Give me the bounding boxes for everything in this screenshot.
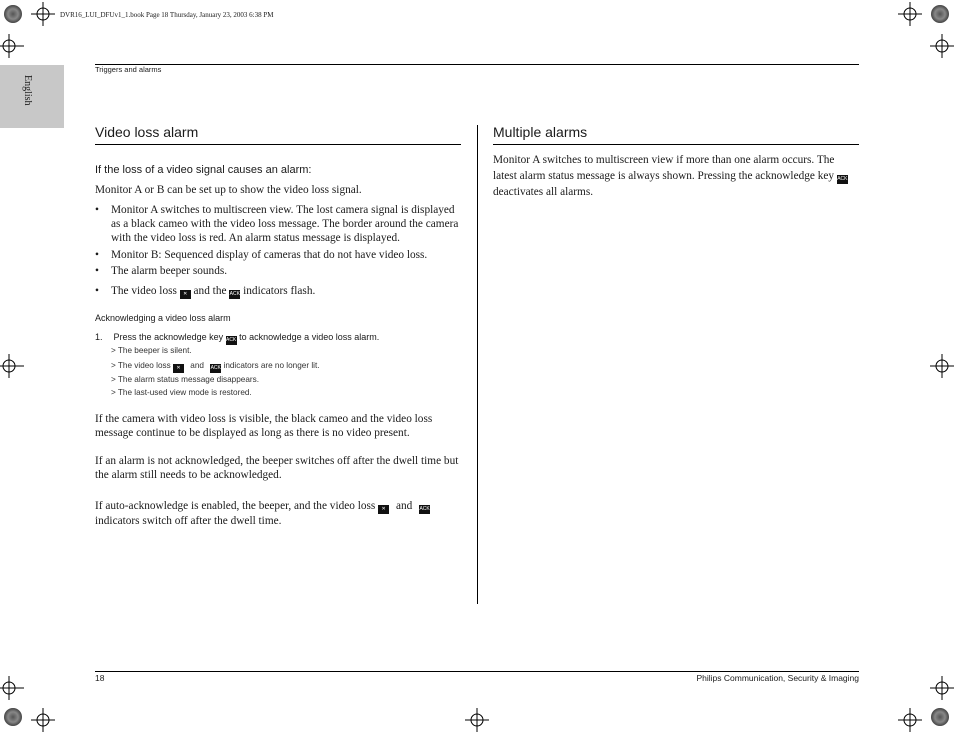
paragraph-text: and xyxy=(395,500,413,512)
footer-rule xyxy=(95,671,859,672)
registration-mark-icon xyxy=(0,34,24,58)
procedure-step xyxy=(95,332,379,345)
registration-mark-icon xyxy=(930,34,954,58)
section-heading-video-loss: Video loss alarm xyxy=(95,124,199,140)
color-rosette-icon xyxy=(931,5,949,23)
intro-text: Monitor A or B can be set up to show the video loss signal. xyxy=(95,184,362,196)
list-item xyxy=(95,203,463,245)
registration-mark-icon xyxy=(898,708,922,732)
bullet-text: indicators flash. xyxy=(243,285,316,297)
ack-key-icon: ACK xyxy=(229,291,240,297)
step-result: > The alarm status message disappears. xyxy=(111,375,259,384)
section-heading-multiple-alarms: Multiple alarms xyxy=(493,124,588,140)
registration-mark-icon xyxy=(465,708,489,732)
list-item xyxy=(95,284,463,299)
color-rosette-icon xyxy=(931,708,949,726)
step-result xyxy=(111,361,320,373)
paragraph-text: Monitor A switches to multiscreen view if more than one alarm occurs. The latest alarm status message is always shown. Pressing the acknowledge key xyxy=(493,154,835,182)
registration-mark-icon xyxy=(0,354,24,378)
language-tab xyxy=(0,65,64,128)
bullet-text: The alarm beeper sounds. xyxy=(111,265,228,277)
ack-key-icon: ACK xyxy=(837,176,848,182)
paragraph-text: deactivates all alarms. xyxy=(493,186,594,198)
step-result: > The beeper is silent. xyxy=(111,346,192,355)
registration-mark-icon xyxy=(31,2,55,26)
video-loss-indicator-icon: ✕ xyxy=(173,364,184,373)
registration-mark-icon xyxy=(898,2,922,26)
list-item xyxy=(95,264,463,278)
step-result: > The last-used view mode is restored. xyxy=(111,388,252,397)
page-number: 18 xyxy=(95,673,105,683)
procedure-heading: Acknowledging a video loss alarm xyxy=(95,313,231,323)
registration-mark-icon xyxy=(930,354,954,378)
ack-key-icon: ACK xyxy=(210,365,221,371)
bullet-icon: • xyxy=(95,249,99,261)
registration-mark-icon xyxy=(31,708,55,732)
book-header: DVR16_LUI_DFUv1_1.book Page 18 Thursday, January 23, 2003 6:38 PM xyxy=(60,11,274,19)
bullet-text: and the xyxy=(193,285,227,297)
color-rosette-icon xyxy=(4,708,22,726)
step-text: to acknowledge a video loss alarm. xyxy=(239,332,380,342)
paragraph-text: If auto-acknowledge is enabled, the beeper, and the video loss xyxy=(95,500,376,512)
paragraph: If the camera with video loss is visible, the black cameo and the video loss message continue to be displayed as long as there is no video present. xyxy=(95,413,433,440)
registration-mark-icon xyxy=(930,676,954,700)
header-rule xyxy=(95,64,859,65)
bullet-icon: • xyxy=(95,204,99,216)
bullet-text: Monitor B: Sequenced display of cameras that do not have video loss. xyxy=(111,249,428,261)
running-head: Triggers and alarms xyxy=(95,65,162,74)
video-loss-indicator-icon: ✕ xyxy=(180,290,191,299)
bullet-icon: • xyxy=(95,285,99,297)
subheading: If the loss of a video signal causes an alarm: xyxy=(95,164,312,176)
paragraph-text: indicators switch off after the dwell time. xyxy=(95,515,282,527)
footer-company: Philips Communication, Security & Imaging xyxy=(696,673,859,683)
paragraph xyxy=(95,499,455,528)
bullet-text: The video loss xyxy=(111,285,177,297)
heading-rule xyxy=(493,144,859,145)
list-item xyxy=(95,248,463,262)
ack-key-icon: ACK xyxy=(225,337,237,343)
column-divider xyxy=(477,125,478,604)
language-tab-label: English xyxy=(22,75,33,106)
step-result-text: indicators are no longer lit. xyxy=(223,361,320,370)
video-loss-indicator-icon: ✕ xyxy=(378,505,389,514)
ack-key-icon: ACK xyxy=(419,506,430,512)
registration-mark-icon xyxy=(0,676,24,700)
paragraph xyxy=(493,152,851,200)
bullet-text: Monitor A switches to multiscreen view. The lost camera signal is displayed as a black cameo with the video loss message. The border around the camera with the video loss is red. An alarm status message is displayed. xyxy=(111,204,459,244)
bullet-icon: • xyxy=(95,265,99,277)
paragraph: If an alarm is not acknowledged, the beeper switches off after the dwell time but the alarm still needs to be acknowledged. xyxy=(95,455,459,482)
step-result-text: > The video loss xyxy=(111,361,171,370)
heading-rule xyxy=(95,144,461,145)
step-number: 1. xyxy=(95,332,103,342)
color-rosette-icon xyxy=(4,5,22,23)
step-text: Press the acknowledge key xyxy=(113,332,224,342)
step-result-text: and xyxy=(190,361,204,370)
